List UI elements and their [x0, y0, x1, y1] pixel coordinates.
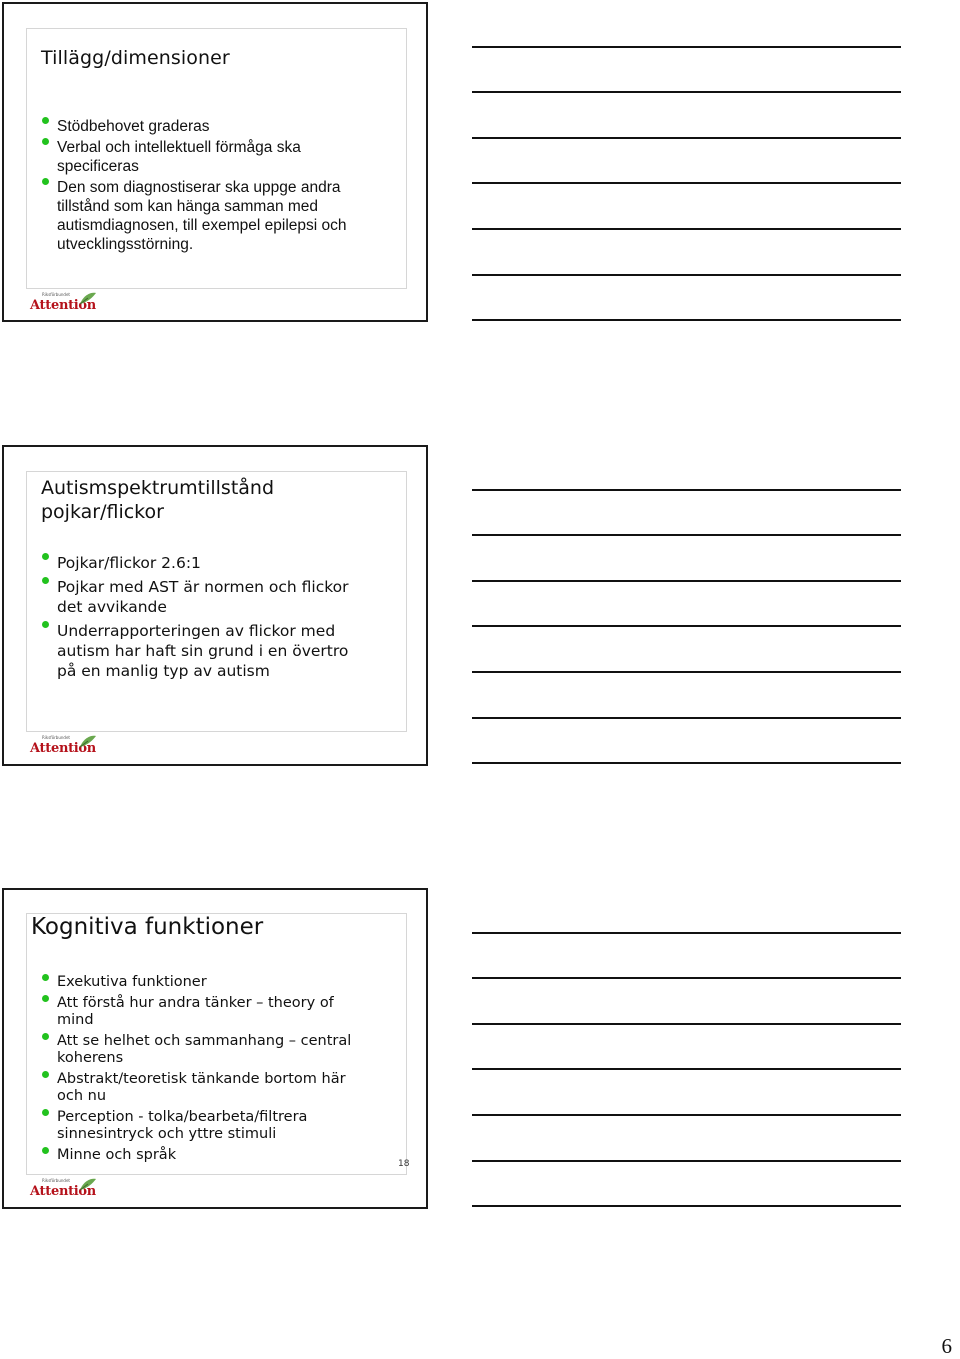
notes-line — [472, 580, 901, 582]
list-item — [33, 1071, 351, 1105]
logo-leaf-icon — [78, 290, 98, 308]
bullet-line: på en manlig typ av autism — [57, 662, 270, 680]
notes-line — [472, 489, 901, 491]
logo-text: Attention — [30, 298, 96, 313]
logo-small-text: Riksförbundet — [42, 292, 70, 297]
bullet-line: Att se helhet och sammanhang – central — [57, 1033, 352, 1049]
notes-line — [472, 671, 901, 673]
notes-line — [472, 1068, 901, 1070]
bullet-line: och nu — [57, 1088, 107, 1104]
bullet-line: Exekutiva funktioner — [57, 974, 207, 990]
slide-2-title-line: pojkar/flickor — [41, 501, 164, 523]
notes-line — [472, 91, 901, 93]
logo-small-text: Riksförbundet — [42, 1178, 70, 1183]
logo-leaf-icon — [78, 733, 98, 751]
bullet-line: Att förstå hur andra tänker – theory of — [57, 995, 334, 1011]
notes-line — [472, 1205, 901, 1207]
notes-line — [472, 932, 901, 934]
list-item — [33, 1109, 351, 1143]
slide-3 — [2, 888, 428, 1209]
notes-line — [472, 182, 901, 184]
bullet-line: Verbal och intellektuell förmåga ska — [57, 139, 301, 156]
slide-1 — [2, 2, 428, 322]
bullet-line: mind — [57, 1012, 94, 1028]
logo-small-text: Riksförbundet — [42, 735, 70, 740]
list-item — [33, 553, 349, 573]
bullet-line: sinnesintryck och yttre stimuli — [57, 1126, 277, 1142]
notes-line — [472, 274, 901, 276]
bullet-line: autism har haft sin grund i en övertro — [57, 642, 349, 660]
slide-1-title: Tillägg/dimensioner — [41, 47, 230, 69]
list-item — [33, 974, 351, 991]
slide-2-title-line: Autismspektrumtillstånd — [41, 477, 275, 499]
logo-text: Attention — [30, 741, 96, 756]
slide-3-bullet-list — [33, 974, 351, 1164]
bullet-line: tillstånd som kan hänga samman med — [57, 198, 319, 215]
notes-line — [472, 319, 901, 321]
notes-line — [472, 977, 901, 979]
notes-line — [472, 717, 901, 719]
slide-1-bullet-list — [33, 117, 347, 254]
notes-line — [472, 1114, 901, 1116]
bullet-line: Den som diagnostiserar ska uppge andra — [57, 179, 341, 196]
bullet-line: koherens — [57, 1050, 124, 1066]
page-number: 6 — [941, 1334, 952, 1358]
list-item — [33, 995, 351, 1029]
bullet-line: Minne och språk — [57, 1147, 177, 1163]
list-item — [33, 577, 349, 617]
slide-2-title — [41, 476, 274, 524]
slide-number: 18 — [398, 1159, 410, 1169]
bullet-line: Stödbehovet graderas — [57, 118, 210, 135]
list-item — [33, 621, 349, 681]
notes-line — [472, 228, 901, 230]
logo-text: Attention — [30, 1184, 96, 1199]
bullet-line: Pojkar/flickor 2.6:1 — [57, 554, 201, 572]
bullet-line: utvecklingsstörning. — [57, 236, 194, 253]
slide-3-title: Kognitiva funktioner — [31, 914, 264, 940]
list-item — [33, 117, 347, 136]
notes-line — [472, 762, 901, 764]
notes-line — [472, 625, 901, 627]
attention-logo — [28, 735, 100, 757]
logo-leaf-icon — [78, 1176, 98, 1194]
bullet-line: Underrapporteringen av flickor med — [57, 622, 336, 640]
notes-line — [472, 534, 901, 536]
list-item — [33, 178, 347, 254]
notes-line — [472, 1023, 901, 1025]
attention-logo — [28, 1178, 100, 1200]
slide-2 — [2, 445, 428, 766]
bullet-line: Pojkar med AST är normen och flickor — [57, 578, 349, 596]
bullet-line: specificeras — [57, 158, 139, 175]
notes-line — [472, 1160, 901, 1162]
bullet-line: det avvikande — [57, 598, 167, 616]
slide-2-bullet-list — [33, 553, 349, 681]
bullet-line: autismdiagnosen, till exempel epilepsi och — [57, 217, 347, 234]
bullet-line: Perception - tolka/bearbeta/filtrera — [57, 1109, 308, 1125]
notes-line — [472, 137, 901, 139]
list-item — [33, 1147, 351, 1164]
notes-line — [472, 46, 901, 48]
list-item — [33, 1033, 351, 1067]
list-item — [33, 138, 347, 176]
attention-logo — [28, 292, 100, 314]
bullet-line: Abstrakt/teoretisk tänkande bortom här — [57, 1071, 346, 1087]
